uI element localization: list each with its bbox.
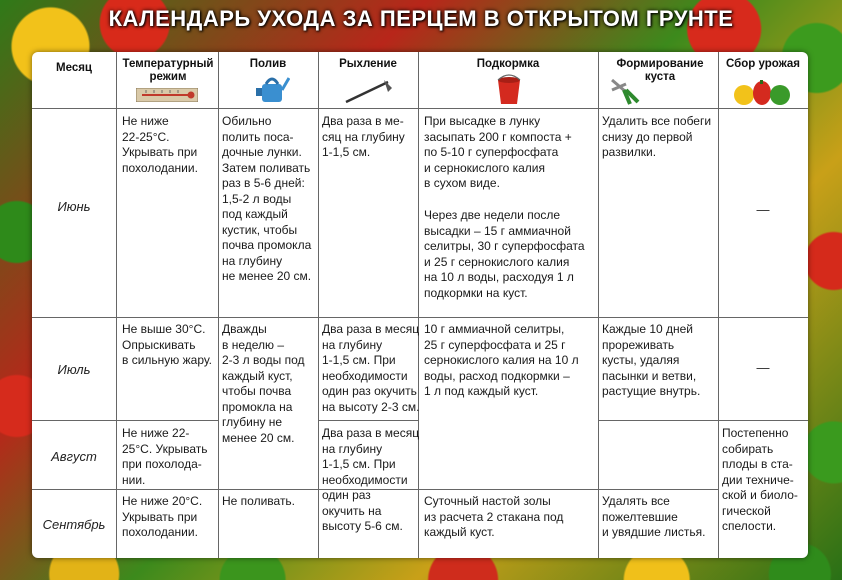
month-september: Сентябрь: [42, 517, 106, 532]
july-feeding: 10 г аммиачной селитры, 25 г суперфосфата и 25 г сернокислого калия на 10 л воды, расход подкормки – 1 л под каждый куст.: [424, 322, 579, 398]
june-watering: Обильно полить поса- дочные лунки. Затем поливать раз в 5-6 дней: 1,5-2 л воды под каждый кустик, чтобы почва промокла на глубину не менее 20 см.: [222, 114, 312, 283]
care-calendar-table: [32, 52, 808, 558]
grid-line: [318, 420, 418, 421]
grid-line: [116, 52, 117, 558]
june-feeding-two-weeks: Через две недели после высадки – 15 г аммиачной селитры, 30 г суперфосфата и 25 г сернокислого калия на 10 л воды, расходуя 1 л подкормки на куст.: [424, 208, 585, 300]
june-bush-forming: Удалить все побеги снизу до первой развилки.: [602, 114, 712, 159]
september-temperature: Не ниже 20°С. Укрывать при похолодании.: [122, 494, 203, 539]
month-june: Июнь: [57, 199, 91, 214]
july-watering: Дважды в неделю – 2-3 л воды под каждый куст, чтобы почва промокла на глубину не менее 20 см.: [222, 322, 305, 445]
june-loosening: Два раза в ме- сяц на глубину 1-1,5 см.: [322, 114, 405, 159]
july-harvest: —: [756, 360, 770, 375]
july-loosening: Два раза в месяц на глубину 1-1,5 см. При необходимости один раз окучить на высоту 2-3 см.: [322, 322, 420, 414]
month-july: Июль: [57, 362, 91, 377]
thermometer-icon: [136, 88, 198, 102]
grid-line: [598, 52, 599, 558]
september-watering: Не поливать.: [222, 494, 296, 508]
july-bush-forming: Каждые 10 дней прореживать кусты, удаляя пасынки и ветви, растущие внутрь.: [602, 322, 701, 398]
header-temperature: Температурный режим: [122, 58, 214, 83]
june-temperature: Не ниже 22-25°С. Укрывать при похолодании.: [122, 114, 198, 175]
page-title: КАЛЕНДАРЬ УХОДА ЗА ПЕРЦЕМ В ОТКРЫТОМ ГРУНТЕ: [108, 6, 734, 31]
grid-line: [218, 52, 219, 558]
july-temperature: Не выше 30°С. Опрыскивать в сильную жару.: [122, 322, 212, 367]
grid-line: [32, 420, 218, 421]
month-august: Август: [51, 449, 97, 464]
pruning-shears-icon: [608, 76, 642, 106]
header-feeding: Подкормка: [476, 58, 540, 70]
grid-line: [32, 108, 808, 109]
header-month: Месяц: [56, 62, 92, 74]
header-harvest: Сбор урожая: [725, 58, 801, 70]
grid-line: [318, 52, 319, 558]
august-september-harvest: Постепенно собирать плоды в ста- дии техниче- ской и биоло- гической спелости.: [722, 426, 798, 533]
header-bush-forming: Формирование куста: [616, 58, 704, 83]
header-watering: Полив: [249, 58, 287, 70]
june-feeding-planting: При высадке в лунку засыпать 200 г компоста + по 5-10 г суперфосфата и сернокислого калия в сухом виде.: [424, 114, 572, 190]
grid-line: [598, 420, 808, 421]
september-feeding: Суточный настой золы из расчета 2 стакана под каждый куст.: [424, 494, 564, 539]
august-temperature: Не ниже 22- 25°С. Укрывать при похолода- нии.: [122, 426, 208, 487]
bucket-icon: [494, 74, 524, 106]
header-loosening: Рыхление: [339, 58, 397, 70]
hoe-icon: [344, 76, 394, 106]
september-bush-forming: Удалять все пожелтевшие и увядшие листья.: [602, 494, 706, 539]
peppers-icon: [732, 80, 794, 106]
august-loosening: Два раза в месяц на глубину 1-1,5 см. При необходимости один раз окучить на высоту 5-6 см.: [322, 426, 420, 533]
grid-line: [32, 317, 808, 318]
june-harvest: —: [756, 202, 770, 217]
watering-can-icon: [254, 72, 290, 106]
grid-line: [718, 52, 719, 558]
